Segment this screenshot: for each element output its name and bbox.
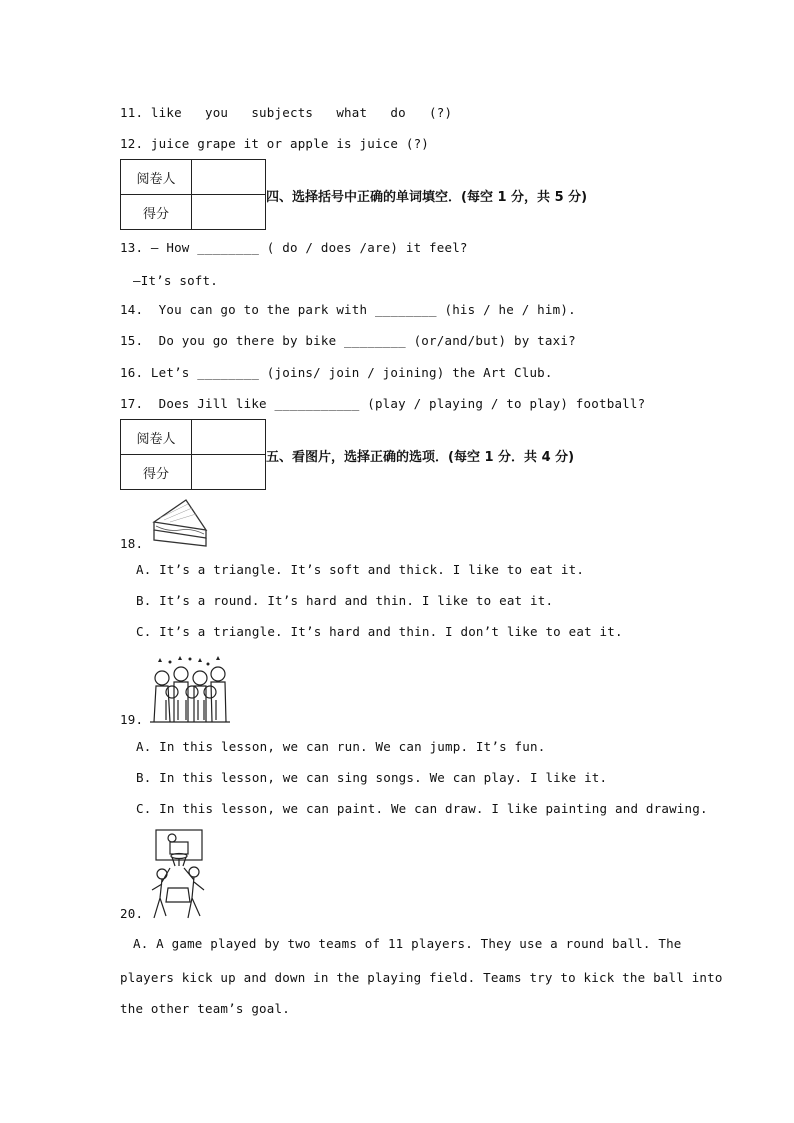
score-label: 得分 xyxy=(121,195,192,230)
score-cell[interactable] xyxy=(192,195,266,230)
question-17: 17. Does Jill like ___________ (play / playing / to play) football? xyxy=(120,396,646,411)
score-label: 得分 xyxy=(121,455,192,490)
question-18-number: 18. xyxy=(120,536,144,551)
question-14: 14. You can go to the park with ________ (his / he / him). xyxy=(120,302,576,317)
question-12: 12. juice grape it or apple is juice (?) xyxy=(120,136,430,151)
section5-title: 五、看图片，选择正确的选项．(每空 1 分．共 4 分) xyxy=(266,450,575,465)
score-cell[interactable] xyxy=(192,455,266,490)
question-18-option-c: C. It’s a triangle. It’s hard and thin. I don’t like to eat it. xyxy=(136,624,623,639)
children-singing-picture xyxy=(148,656,232,724)
score-table-section4 xyxy=(120,159,266,230)
question-18-option-b: B. It’s a round. It’s hard and thin. I like to eat it. xyxy=(136,593,554,608)
question-16: 16. Let’s ________ (joins/ join / joining) the Art Club. xyxy=(120,365,553,380)
grader-cell[interactable] xyxy=(192,160,266,195)
grader-label: 阅卷人 xyxy=(121,160,192,195)
question-19-number: 19. xyxy=(120,712,144,727)
score-table-section5 xyxy=(120,419,266,490)
question-19-option-c: C. In this lesson, we can paint. We can draw. I like painting and drawing. xyxy=(136,801,708,816)
question-20-number: 20. xyxy=(120,906,144,921)
section4-title: 四、选择括号中正确的单词填空．(每空 1 分，共 5 分) xyxy=(266,190,588,205)
question-13: 13. — How ________ ( do / does /are) it feel? xyxy=(120,240,468,255)
question-18-option-a: A. It’s a triangle. It’s soft and thick. I like to eat it. xyxy=(136,562,585,577)
question-20-option-a-line3: the other team’s goal. xyxy=(120,1001,290,1016)
question-20-option-a-line1: A. A game played by two teams of 11 players. They use a round ball. The xyxy=(133,936,682,951)
grader-label: 阅卷人 xyxy=(121,420,192,455)
sandwich-picture xyxy=(148,496,210,550)
grader-cell[interactable] xyxy=(192,420,266,455)
question-19-option-a: A. In this lesson, we can run. We can jump. It’s fun. xyxy=(136,739,546,754)
question-15: 15. Do you go there by bike ________ (or/and/but) by taxi? xyxy=(120,333,576,348)
basketball-players-picture xyxy=(148,828,210,920)
question-20-option-a-line2: players kick up and down in the playing field. Teams try to kick the ball into xyxy=(120,970,723,985)
question-19-option-b: B. In this lesson, we can sing songs. We can play. I like it. xyxy=(136,770,608,785)
question-11: 11. like you subjects what do (?) xyxy=(120,105,453,120)
question-13-answer: —It’s soft. xyxy=(133,273,218,288)
